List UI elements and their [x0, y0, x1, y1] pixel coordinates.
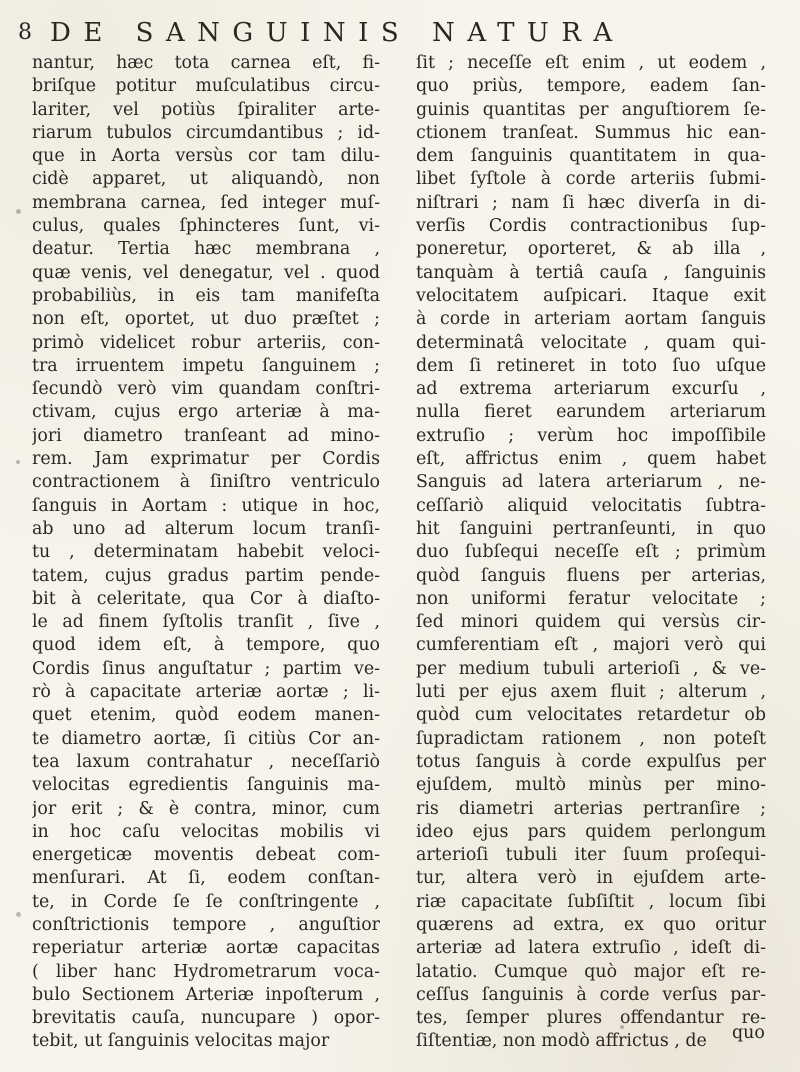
text-line: extruſio ; verùm hoc impoſſibile	[416, 425, 766, 446]
text-line: ( liber hanc Hydrometrarum voca-	[32, 961, 380, 982]
text-line: membrana carnea, ſed integer muſ-	[32, 192, 380, 213]
text-line: menſurari. At ſi, eodem conſtan-	[32, 868, 380, 889]
text-line: jor erit ; & è contra, minor, cum	[32, 798, 380, 819]
text-line: bit à celeritate, qua Cor à diaſto-	[32, 588, 380, 609]
text-line: deatur. Tertia hæc membrana ,	[32, 239, 380, 260]
text-line: luti per ejus axem fluit ; alterum ,	[416, 682, 766, 703]
text-line: velocitatem auſpicari. Itaque exit	[416, 285, 766, 306]
text-line: cumferentiam eſt , majori verò qui	[416, 635, 766, 656]
text-line: probabiliùs, in eis tam manifeſta	[32, 285, 380, 306]
text-line: quòd ſanguis fluens per arterias,	[416, 565, 766, 586]
text-line: te diametro aortæ, ſi citiùs Cor an-	[32, 728, 380, 749]
text-line: energeticæ moventis debeat com-	[32, 845, 380, 866]
text-line: le ad finem ſyſtolis tranſit , ſive ,	[32, 612, 380, 633]
text-line: per medium tubuli arterioſi , & ve-	[416, 658, 766, 679]
text-line: nulla fieret earundem arteriarum	[416, 402, 766, 423]
ink-spot	[16, 209, 21, 214]
text-line: ctivam, cujus ergo arteriæ à ma-	[32, 402, 380, 423]
text-line: tanquàm à tertiâ cauſa , ſanguinis	[416, 262, 766, 283]
text-line: ſed minori quidem qui versùs cir-	[416, 612, 766, 633]
text-line: velocitas egredientis ſanguinis ma-	[32, 775, 380, 796]
text-line: riarum tubulos circumdantibus ; id-	[32, 122, 380, 143]
catchword: quo	[732, 1023, 765, 1043]
page-number: 8	[18, 20, 33, 45]
text-line: libet ſyſtole à corde arteriis ſubmi-	[416, 169, 766, 190]
right-text-column	[416, 52, 766, 1054]
ink-spot	[16, 912, 21, 917]
text-line: que in Aorta versùs cor tam dilu-	[32, 146, 380, 167]
text-line: dem ſanguinis quantitatem in qua-	[416, 146, 766, 167]
text-line: Cordis ſinus anguſtatur ; partim ve-	[32, 658, 380, 679]
text-line: ctionem tranſeat. Summus hic ean-	[416, 122, 766, 143]
text-line: ceſſus ſanguinis à corde verſus par-	[416, 984, 766, 1005]
text-line: à corde in arteriam aortam ſanguis	[416, 309, 766, 330]
text-line: ejuſdem, multò minùs per mino-	[416, 775, 766, 796]
text-line: quòd cum velocitates retardetur ob	[416, 705, 766, 726]
text-line: riæ capacitate ſubſiſtit , locum ſibi	[416, 891, 766, 912]
text-line: ſupradictam rationem , non poteſt	[416, 728, 766, 749]
text-line: dem ſi retineret in toto ſuo uſque	[416, 355, 766, 376]
text-line: ſit ; neceſſe eſt enim , ut eodem ,	[416, 53, 766, 73]
text-line: ad extrema arteriarum excurſu ,	[416, 379, 766, 400]
text-line: ideo ejus pars quidem perlongum	[416, 821, 766, 842]
text-line: bulo Sectionem Arteriæ inpoſterum ,	[32, 984, 380, 1005]
text-line: arterioſi tubuli iter ſuum proſequi-	[416, 845, 766, 866]
text-line: contractionem à ſiniſtro ventriculo	[32, 472, 380, 493]
text-line: nantur, hæc tota carnea eſt, fi-	[32, 53, 380, 73]
text-line: tatem, cujus gradus partim pende-	[32, 565, 380, 586]
text-line: rò à capacitate arteriæ aortæ ; li-	[32, 682, 380, 703]
text-line: lariter, vel potiùs ſpiraliter arte-	[32, 99, 380, 120]
text-line: quæ venis, vel denegatur, vel . quod	[32, 262, 380, 283]
text-line: quærens ad extra, ex quo oritur	[416, 914, 766, 935]
text-line: tes, ſemper plures offendantur re-	[416, 1008, 766, 1029]
text-line: rem. Jam exprimatur per Cordis	[32, 449, 380, 470]
page-header	[18, 18, 778, 50]
text-line: quet etenim, quòd eodem manen-	[32, 705, 380, 726]
text-line: primò videlicet robur arteriis, con-	[32, 332, 380, 353]
text-line: ſiſtentiæ, non modò affrictus , de	[416, 1031, 707, 1052]
text-line: brevitatis cauſa, nuncupare ) opor-	[32, 1008, 380, 1029]
text-line: niſtrari ; nam ſi hæc diverſa in di-	[416, 192, 766, 213]
text-line: tea laxum contrahatur , neceſſariò	[32, 751, 380, 772]
text-line: tebit, ut ſanguinis velocitas major	[32, 1031, 330, 1052]
running-title: DE SANGUINIS NATURA	[50, 18, 625, 48]
text-line: quod idem eſt, à tempore, quo	[32, 635, 380, 656]
text-line: tu , determinatam habebit veloci-	[32, 542, 380, 563]
text-line: ab uno ad alterum locum tranſi-	[32, 518, 380, 539]
text-line: determinatâ velocitate , quam qui-	[416, 332, 766, 353]
text-line: in hoc caſu velocitas mobilis vi	[32, 821, 380, 842]
text-line: verſis Cordis contractionibus ſup-	[416, 216, 766, 237]
text-line: tur, altera verò in ejuſdem arte-	[416, 868, 766, 889]
ink-spot	[16, 460, 20, 464]
left-text-column	[32, 52, 380, 1054]
text-line: jori diametro tranſeant ad mino-	[32, 425, 380, 446]
text-line: eſt, affrictus enim , quem habet	[416, 449, 766, 470]
text-line: reperiatur arteriæ aortæ capacitas	[32, 938, 380, 959]
text-line: totus ſanguis à corde expulſus per	[416, 751, 766, 772]
text-line: ſecundò verò vim quandam conſtri-	[32, 379, 380, 400]
text-line: non eſt, oportet, ut duo præſtet ;	[32, 309, 380, 330]
text-line: conſtrictionis tempore , anguſtior	[32, 914, 380, 935]
text-line: te, in Corde ſe ſe conſtringente ,	[32, 891, 380, 912]
text-line: Sanguis ad latera arteriarum , ne-	[416, 472, 766, 493]
text-line: ris diametri arterias pertranſire ;	[416, 798, 766, 819]
text-line: tra irruentem impetu ſanguinem ;	[32, 355, 380, 376]
text-line: cidè apparet, ut aliquandò, non	[32, 169, 380, 190]
text-line: non uniformi feratur velocitate ;	[416, 588, 766, 609]
text-line: poneretur, oporteret, & ab illa ,	[416, 239, 766, 260]
text-line: latatio. Cumque quò major eſt re-	[416, 961, 766, 982]
text-line: briſque potitur muſculatibus circu-	[32, 76, 380, 97]
text-line: ceſſariò aliquid velocitatis ſubtra-	[416, 495, 766, 516]
ink-spot	[620, 1025, 624, 1029]
text-line: ſanguis in Aortam : utique in hoc,	[32, 495, 380, 516]
text-line: culus, quales ſphincteres ſunt, vi-	[32, 216, 380, 237]
text-line: hit ſanguini pertranſeunti, in quo	[416, 518, 766, 539]
text-line: arteriæ ad latera extruſio , ideſt di-	[416, 938, 766, 959]
text-line: guinis quantitas per anguſtiorem ſe-	[416, 99, 766, 120]
text-line: quo priùs, tempore, eadem ſan-	[416, 76, 766, 97]
text-line: duo ſubſequi neceſſe eſt ; primùm	[416, 542, 766, 563]
